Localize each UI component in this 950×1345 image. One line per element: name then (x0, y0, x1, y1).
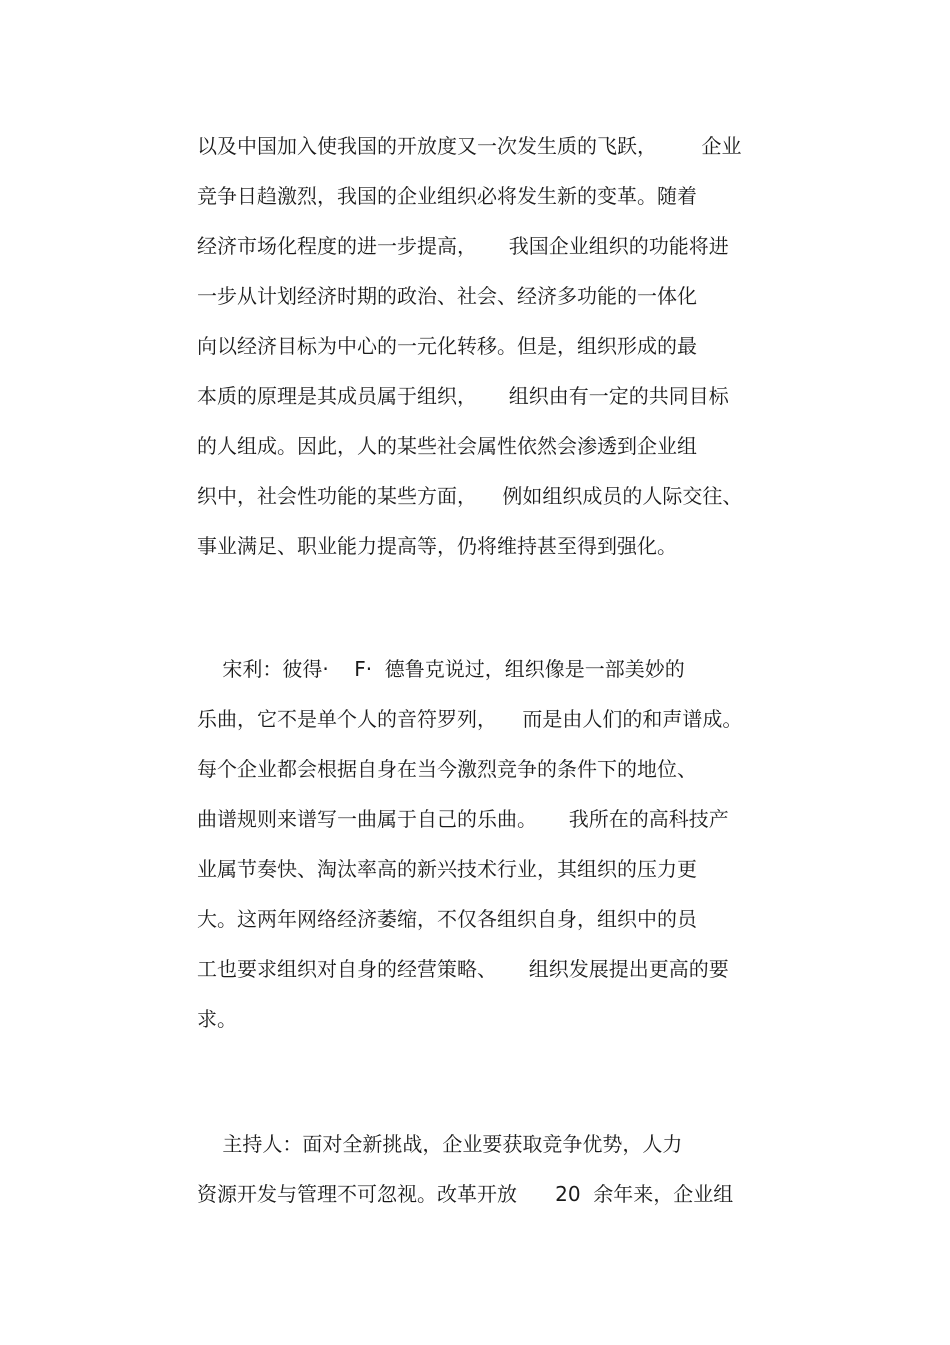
text-line: 本质的原理是其成员属于组织， 组织由有一定的共同目标 (197, 384, 729, 408)
text-line: 求。 (197, 1007, 237, 1031)
text-line: 每个企业都会根据自身在当今激烈竞争的条件下的地位、 (197, 757, 697, 781)
text-line: 业属节奏快、淘汰率高的新兴技术行业，其组织的压力更 (197, 857, 697, 881)
text-line: 织中，社会性功能的某些方面， 例如组织成员的人际交往、 (197, 484, 743, 508)
text-line: 乐曲，它不是单个人的音符罗列， 而是由人们的和声谱成。 (197, 707, 743, 731)
text-line: 工也要求组织对自身的经营策略、 组织发展提出更高的要 (197, 957, 729, 981)
text-line: 资源开发与管理不可忽视。改革开放 20 余年来，企业组 (197, 1182, 734, 1206)
text-line: 宋利：彼得· F· 德鲁克说过，组织像是一部美妙的 (197, 657, 685, 681)
text-line: 经济市场化程度的进一步提高， 我国企业组织的功能将进 (197, 234, 729, 258)
text-line: 的人组成。因此，人的某些社会属性依然会渗透到企业组 (197, 434, 697, 458)
text-line: 大。这两年网络经济萎缩，不仅各组织自身，组织中的员 (197, 907, 697, 931)
text-line: 主持人：面对全新挑战，企业要获取竞争优势，人力 (197, 1132, 683, 1156)
text-line: 一步从计划经济时期的政治、社会、经济多功能的一体化 (197, 284, 697, 308)
text-line: 以及中国加入使我国的开放度又一次发生质的飞跃， 企业 (197, 134, 742, 158)
text-line: 向以经济目标为中心的一元化转移。但是，组织形成的最 (197, 334, 697, 358)
text-line: 事业满足、职业能力提高等，仍将维持甚至得到强化。 (197, 534, 677, 558)
text-line: 竞争日趋激烈，我国的企业组织必将发生新的变革。随着 (197, 184, 697, 208)
text-line: 曲谱规则来谱写一曲属于自己的乐曲。 我所在的高科技产 (197, 807, 729, 831)
